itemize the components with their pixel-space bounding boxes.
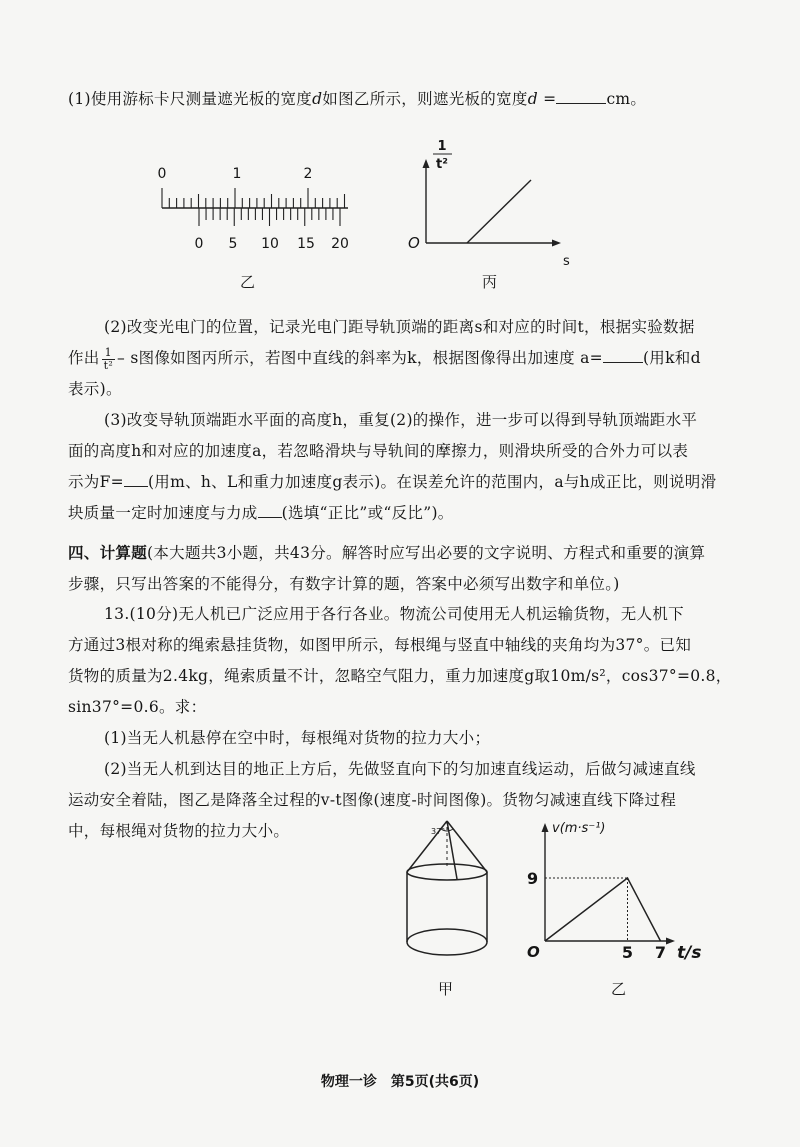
answer-blank-a[interactable] (603, 347, 643, 363)
q13-sub-2-line-1: (2)当无人机到达目的地正上方后，先做竖直向下的匀加速直线运动，后做匀减速直线 (104, 760, 696, 778)
q3-line-4-post: (选填“正比”或“反比”)。 (281, 504, 454, 522)
q3-line-3-pre: 示为F= (68, 473, 124, 491)
graph-bing (405, 135, 585, 270)
q2-fraction-den: t² (103, 358, 114, 372)
graph-bing-origin: O (408, 234, 420, 252)
caliper-main-label-2: 2 (303, 166, 313, 182)
answer-blank-d[interactable] (556, 88, 606, 104)
caliper-main-label-1: 1 (232, 166, 242, 182)
figure-jia-caption: 甲 (438, 980, 454, 998)
q2-line-1: (2)改变光电门的位置，记录光电门距导轨顶端的距离s和对应的时间t，根据实验数据 (104, 318, 695, 336)
page-footer: 物理一诊 第5页(共6页) (320, 1074, 480, 1090)
graph-bing-x-arrow (552, 240, 561, 247)
q2-line-2-pre: 作出 (68, 349, 100, 367)
caliper-caption: 乙 (240, 273, 256, 291)
q2-fraction (102, 347, 115, 372)
q3-line-4-pre: 块质量一定时加速度与力成 (68, 504, 258, 522)
q1-text-pre: (1)使用游标卡尺测量遮光板的宽度 (68, 90, 313, 108)
vt-origin: O (527, 943, 540, 961)
q1-text (68, 84, 748, 115)
q1-text-mid: 如图乙所示，则遮光板的宽度 (322, 90, 528, 108)
caliper-main-label-0: 0 (157, 166, 167, 182)
q2-fraction-num: 1 (102, 347, 115, 360)
q13-sub-2-line-3: 中，每根绳对货物的拉力大小。 (68, 822, 290, 840)
q13-sub-1: (1)当无人机悬停在空中时，每根绳对货物的拉力大小； (104, 729, 491, 747)
caliper-vernier-label-5: 5 (228, 236, 238, 252)
cargo-bottom-ellipse (407, 929, 487, 955)
graph-bing-line (467, 180, 531, 243)
var-d: d (312, 90, 323, 108)
vt-x-tick-label-7: 7 (654, 943, 667, 962)
vt-x-arrow (666, 938, 675, 945)
caliper-vernier-scale (195, 208, 349, 252)
q3-line-3-post: (用m、h、L和重力加速度g表示)。在误差允许的范围内，a与h成正比，则说明滑 (147, 473, 717, 491)
q3-line-2: 面的高度h和对应的加速度a，若忽略滑块与导轨间的摩擦力，则滑块所受的合外力可以表 (68, 442, 689, 460)
var-d-answer: d (527, 90, 538, 108)
vt-y-tick-label: 9 (527, 869, 539, 888)
q2-line-2-post: – s图像如图丙所示，若图中直线的斜率为k，根据图像得出加速度 a= (117, 349, 603, 367)
q13-line-4: sin37°=0.6。求： (68, 698, 207, 716)
section-4-line-1: (本大题共3小题，共43分。解答时应写出必要的文字说明、方程式和重要的演算 (147, 544, 706, 562)
graph-bing-y-den: t² (436, 157, 448, 172)
vt-x-tick-label-5: 5 (621, 943, 634, 962)
q1-equals: = (537, 90, 557, 108)
vt-graph (525, 815, 725, 965)
caliper-figure (150, 160, 360, 255)
section-4 (68, 537, 748, 600)
cargo-top-ellipse (407, 864, 487, 880)
figure-jia-drone-cargo (395, 815, 505, 975)
vt-y-label: v(m·s⁻¹) (552, 821, 606, 836)
vt-series-line (545, 878, 661, 941)
graph-bing-caption: 丙 (482, 273, 498, 291)
q1-unit: cm。 (606, 90, 647, 108)
q13-line-1: 13.(10分)无人机已广泛应用于各行各业。物流公司使用无人机运输货物，无人机下 (104, 605, 684, 623)
caliper-vernier-label-15: 15 (297, 236, 315, 252)
q13-line-2: 方通过3根对称的绳索悬挂货物，如图甲所示，每根绳与竖直中轴线的夹角均为37°。已知 (68, 636, 692, 654)
q2-text (68, 312, 748, 405)
vt-x-label: t/s (677, 943, 702, 963)
caliper-vernier-label-0: 0 (194, 236, 204, 252)
section-4-line-2: 步骤，只写出答案的不能得分，有数字计算的题，答案中必须写出数字和单位。) (68, 575, 620, 593)
q3-text (68, 405, 748, 529)
graph-bing-y-arrow (423, 159, 430, 168)
graph-bing-y-num: 1 (437, 139, 447, 154)
q3-line-1: (3)改变导轨顶端距水平面的高度h，重复(2)的操作，进一步可以得到导轨顶端距水平 (104, 411, 698, 429)
section-4-title: 四、计算题 (68, 543, 148, 562)
q13-text (68, 599, 748, 847)
q13-sub-2-line-2: 运动安全着陆，图乙是降落全过程的v-t图像(速度-时间图像)。货物匀减速直线下降过程 (68, 791, 677, 809)
answer-blank-proportion[interactable] (258, 502, 282, 518)
caliper-main-scale (158, 166, 348, 208)
graph-bing-x-label: s (563, 254, 570, 269)
caliper-vernier-label-10: 10 (261, 236, 279, 252)
caliper-vernier-label-20: 20 (331, 236, 349, 252)
answer-blank-F[interactable] (124, 471, 148, 487)
q2-line-2-end: (用k和d (642, 349, 701, 367)
angle-label: 37° (431, 827, 446, 836)
vt-caption: 乙 (611, 980, 627, 998)
vt-y-arrow (542, 823, 549, 832)
q2-line-3: 表示)。 (68, 380, 122, 398)
q13-line-3: 货物的质量为2.4kg，绳索质量不计，忽略空气阻力，重力加速度g取10m/s²，cos37°=0.8， (68, 667, 732, 685)
